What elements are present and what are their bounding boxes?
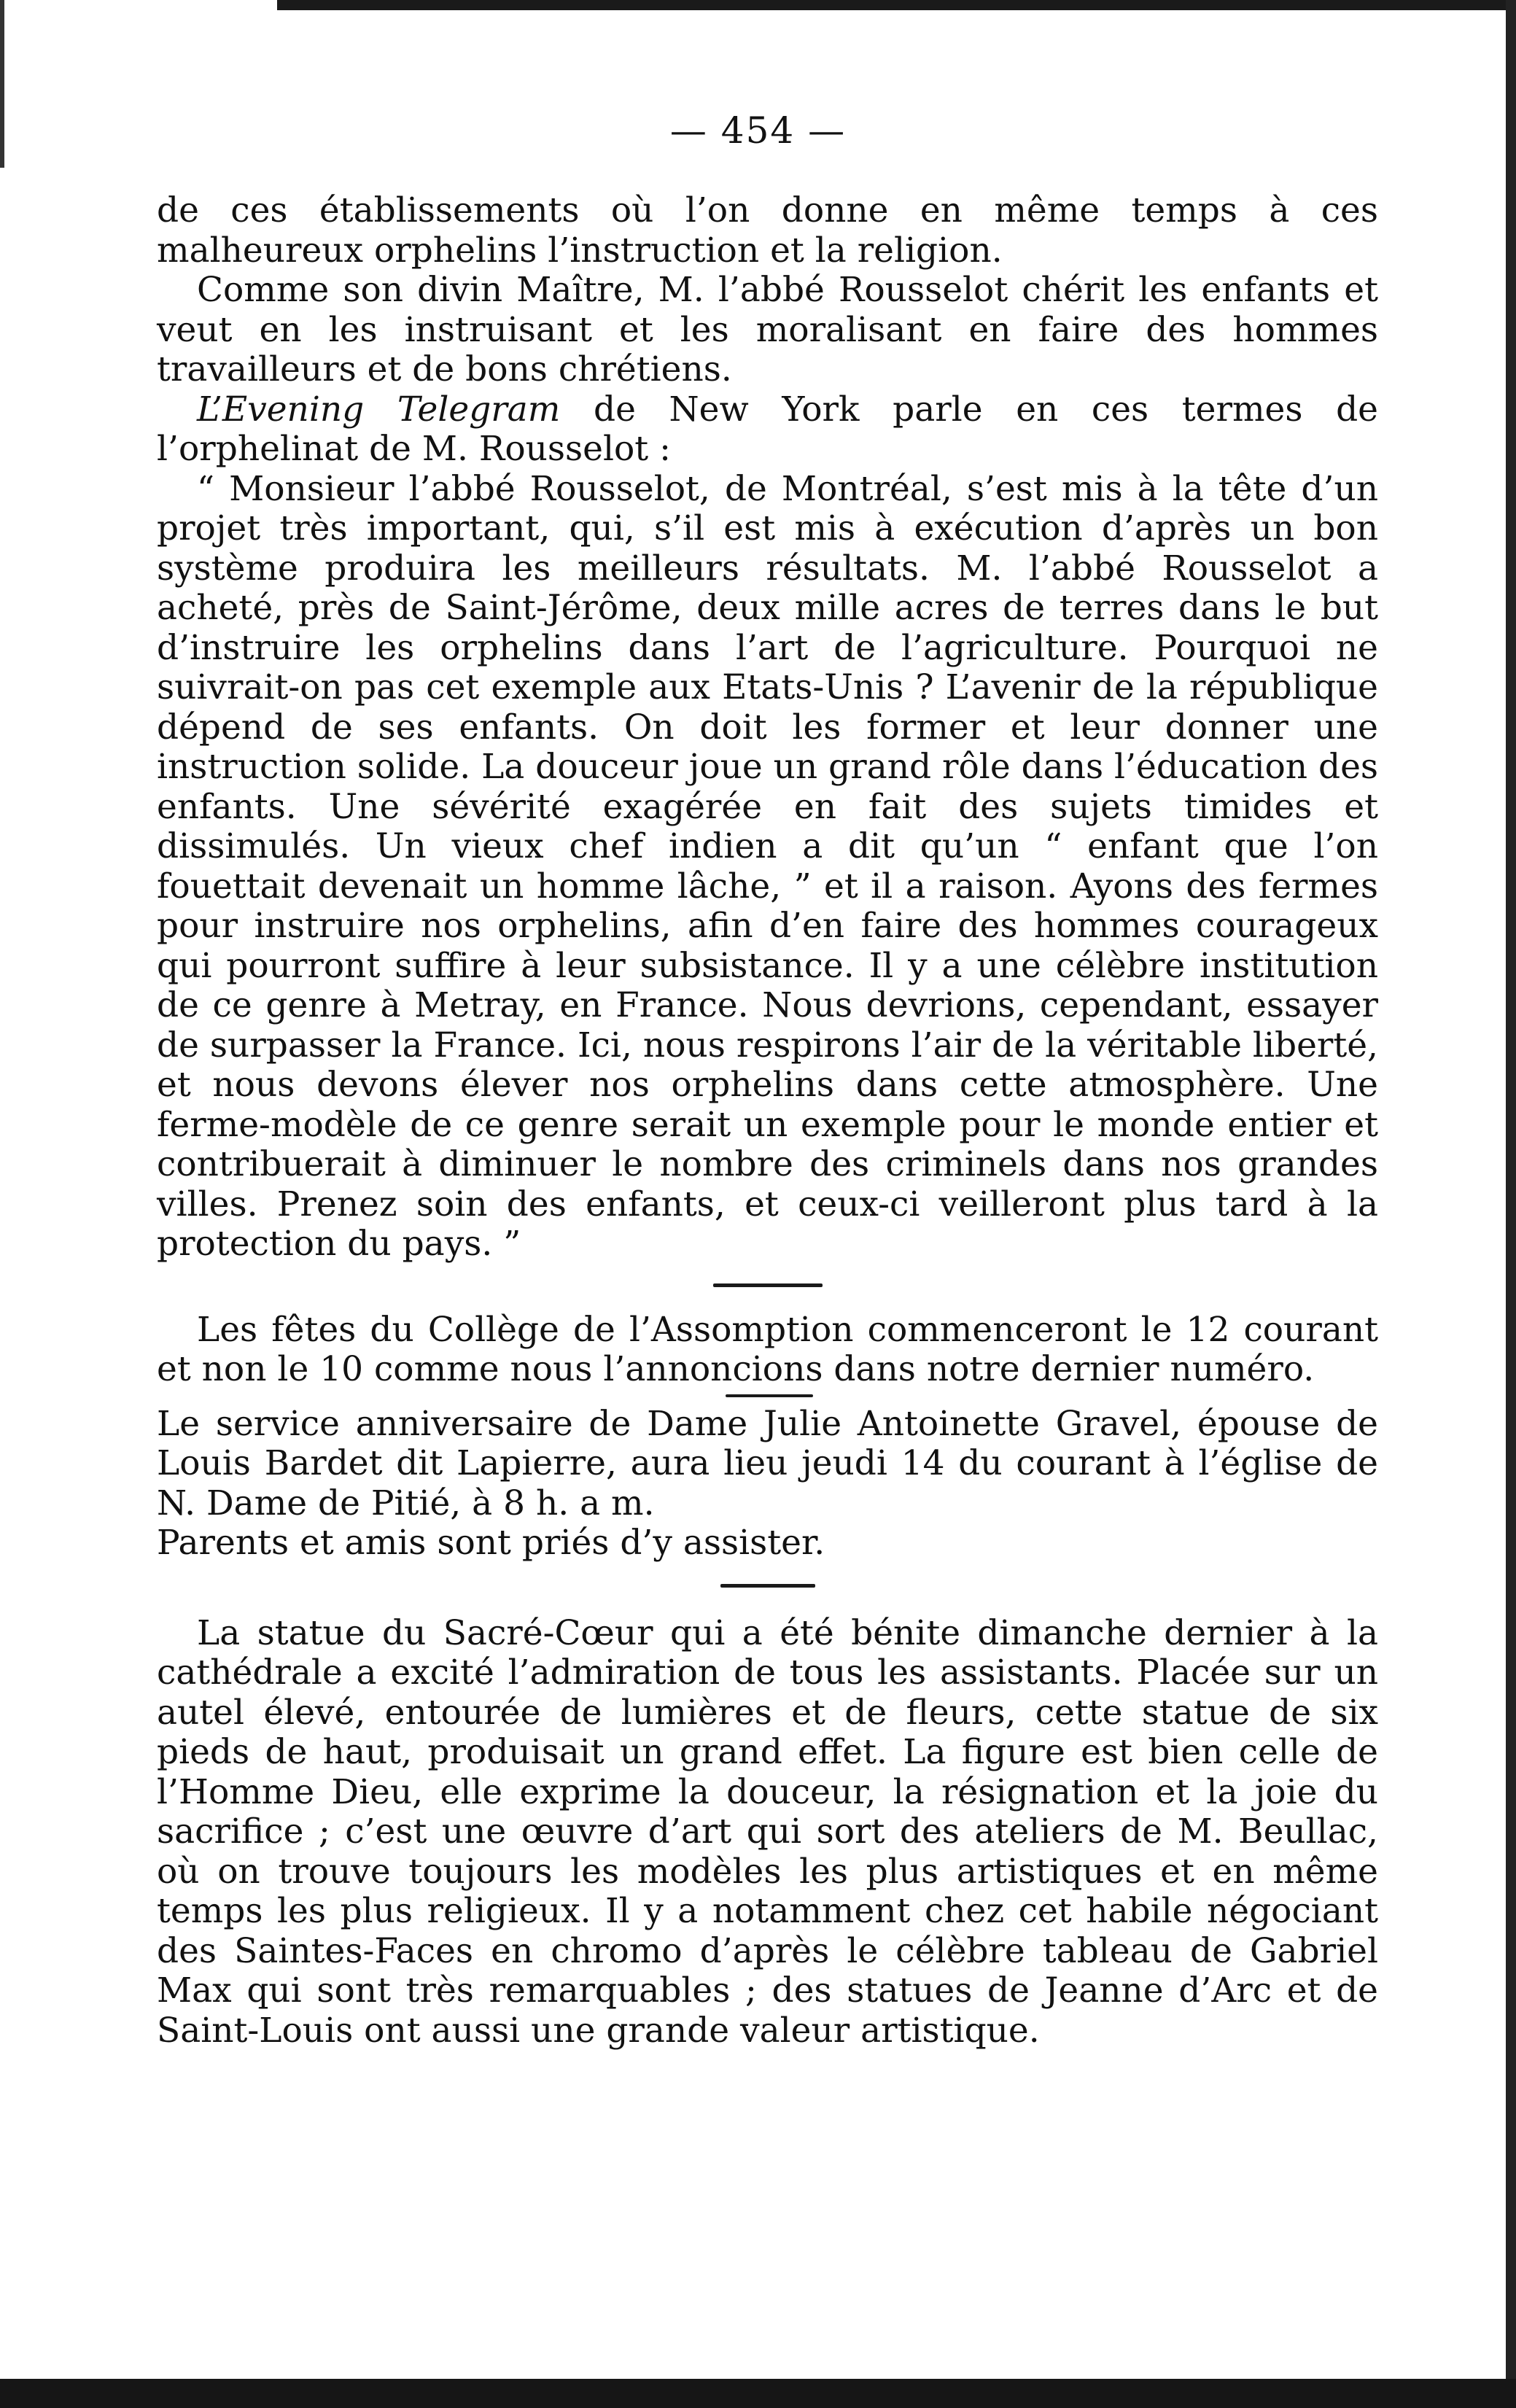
page-number: — 454 — xyxy=(669,109,847,152)
text-body xyxy=(157,191,1378,2051)
paragraph: Parents et amis sont priés d’y assister. xyxy=(157,1523,825,1563)
paragraph: Le service anniversaire de Dame Julie Antoinette Gravel, épouse de Louis Bardet dit Lapierre, aura lieu jeudi 14 du courant à l’église de N. Dame de Pitié, à 8 h. a m. xyxy=(157,1403,1378,1523)
section-divider xyxy=(726,1394,813,1397)
publication-title: L’Evening Telegram xyxy=(197,389,561,430)
quoted-article: “ Monsieur l’abbé Rousselot, de Montréal, s’est mis à la tête d’un projet très important, qui, s’il est mis à exécution d’après un bon système produira les meilleurs résultats. M. l’abbé Rousselot a acheté, près de Saint-Jérôme, deux mille acres de terres dans le but d’instruire les orphelins dans l’art de l’agriculture. Pourquoi ne suivrait-on pas cet exemple aux Etats-Unis ? L’avenir de la république dépend de ses enfants. On doit les former et leur donner une instruction solide. La douceur joue un grand rôle dans l’éducation des enfants. Une sévérité exagérée en fait des sujets timides et dissimulés. Un vieux chef indien a dit qu’un “ enfant que l’on fouettait devenait un homme lâche, ” et il a raison. Ayons des fermes pour instruire nos orphelins, afin d’en faire des hommes courageux qui pourront suffire à leur subsistance. Il y a une célèbre institution de ce genre à Metray, en France. Nous devrions, cependant, essayer de surpasser la France. Ici, nous respirons l’air de la véritable liberté, et nous devons élever nos orphelins dans cette atmosphère. Une ferme-modèle de ce genre serait un exemple pour le monde entier et contribuerait à diminuer le nombre des criminels dans nos grandes villes. Prenez soin des enfants, et ceux-ci veilleront plus tard à la protection du pays. ” xyxy=(157,468,1378,1264)
paragraph xyxy=(157,390,1378,470)
paragraph: Comme son divin Maître, M. l’abbé Rousselot chérit les enfants et veut en les instruisant et les moralisant en faire des hommes travailleurs et de bons chrétiens. xyxy=(157,270,1378,389)
section-divider xyxy=(720,1584,815,1588)
scan-border-top xyxy=(277,0,1516,10)
scan-border-right xyxy=(1506,0,1516,2408)
section-divider xyxy=(713,1283,823,1287)
scan-border-bottom xyxy=(0,2379,1516,2408)
paragraph-text: de New York parle en ces termes de l’orphelinat de M. Rousselot : xyxy=(157,389,1378,469)
paragraph: de ces établissements où l’on donne en même temps à ces malheureux orphelins l’instruction et la religion. xyxy=(157,190,1378,271)
paragraph: La statue du Sacré-Cœur qui a été bénite dimanche dernier à la cathédrale a excité l’admiration de tous les assistants. Placée sur un autel élevé, entourée de lumières et de fleurs, cette statue de six pieds de haut, produisait un grand effet. La figure est bien celle de l’Homme Dieu, elle exprime la douceur, la résignation et la joie du sacrifice ; c’est une œuvre d’art qui sort des ateliers de M. Beullac, où on trouve toujours les modèles les plus artistiques et en même temps les plus religieux. Il y a notamment chez cet habile négociant des Saintes-Faces en chromo d’après le célèbre tableau de Gabriel Max qui sont très remarquables ; des statues de Jeanne d’Arc et de Saint-Louis ont aussi une grande valeur artistique. xyxy=(157,1612,1378,2051)
paragraph: Les fêtes du Collège de l’Assomption commenceront le 12 courant et non le 10 comme nous l’annoncions dans notre dernier numéro. xyxy=(157,1309,1378,1389)
